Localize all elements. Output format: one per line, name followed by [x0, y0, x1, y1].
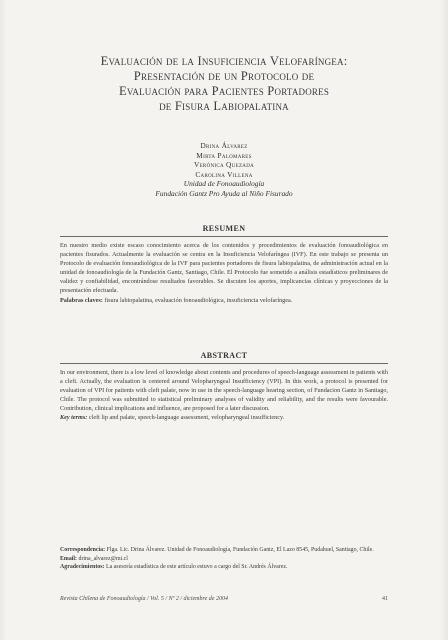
- palabras-claves-label: Palabras claves:: [60, 296, 103, 304]
- resumen-body: [60, 241, 388, 305]
- email-label: Email:: [60, 555, 78, 562]
- palabras-claves-text: fisura labiopalatina, evaluación fonoaudiológica, insuficiencia velofaríngea.: [104, 296, 293, 304]
- author-block: [60, 141, 388, 199]
- author-name: Drina Álvarez: [200, 141, 248, 150]
- abstract-rule: [60, 363, 388, 364]
- resumen-rule: [60, 236, 388, 237]
- author-name: Carolina Villena: [195, 169, 253, 179]
- journal-citation: Revista Chilena de Fonoaudiología / Vol. 5 / Nº 2 / diciembre de 2004: [60, 596, 228, 602]
- email-address[interactable]: drina_alvarez@mi.cl: [78, 555, 128, 562]
- acknowledgements-label: Agradecimientos:: [60, 564, 105, 571]
- resumen-text: En nuestro medio existe escaso conocimiento acerca de los contenidos y procedimientos de evaluación fonoaudiológica en pacientes fisurados. Actualmente la evaluación se centra en la Insuficiencia Velofaríngea (IVF). En este trabajo se presenta un Protocolo de evaluación fonoaudiológica de la IVF para pacientes portadores de fisura labiopalatina, de administración actual en la unidad de fonoaudiología de la Fundación Gantz, Santiago, Chile. El Protocolo fue sometido a análisis estadísticos preliminares de validez y confiabilidad, encontrándose resultados favorables. Se discuten los aportes, implicancias clínicas y proyecciones de la presentación efectuada.: [60, 242, 388, 295]
- acknowledgements-text: La asesoría estadística de este artículo estuvo a cargo del Sr. Andrés Álvarez.: [105, 564, 288, 571]
- correspondence-text: Flga. Lic. Drina Álvarez. Unidad de Fonoaudiología, Fundación Gantz, El Lazo 8545, Pudahuel, Santiago, Chile.: [106, 547, 374, 553]
- abstract-text: In our environment, there is a low level of knowledge about contents and procedures of speech-language assessment in patients with a cleft. Actually, the evaluation is centered around Velopharyngeal Insufficiency (VPI). In this work, a protocol is presented for evaluation of VPI for patients with cleft palate, now in use in the speech-language hearing section, of Fundacion Gantz in Santiago, Chile. The protocol was submitted to statistical preliminary analyses of validity and reliability, and the results were favourable. Contribution, clinical implications and influence, are proposed for a later discussion.: [60, 369, 388, 413]
- author-name: Mirta Palomares: [196, 150, 252, 160]
- affiliation-unit: Unidad de Fonoaudiología: [183, 179, 265, 189]
- resumen-heading: RESUMEN: [202, 224, 246, 233]
- correspondence-block: [60, 546, 388, 572]
- page-number: 41: [382, 596, 388, 602]
- key-terms-text: cleft lip and palate, speech-language assessment, velopharyngeal insufficiency.: [88, 414, 285, 422]
- affiliation-foundation: Fundación Gantz Pro Ayuda al Niño Fisurado: [155, 188, 293, 198]
- correspondence-label: Correspondencia:: [60, 547, 106, 553]
- title-line-4: de Fisura Labiopalatina: [159, 99, 289, 113]
- title-line-1: Evaluación de la Insuficiencia Velofaríngea:: [100, 54, 348, 68]
- author-name: Verónica Quezada: [193, 160, 255, 170]
- page-footer: [60, 596, 388, 602]
- key-terms-label: Key terms:: [60, 414, 88, 422]
- abstract-heading: ABSTRACT: [200, 351, 248, 360]
- abstract-body: [60, 368, 388, 423]
- title-line-2: Presentación de un Protocolo de: [133, 69, 315, 83]
- article-title: [40, 54, 408, 114]
- title-line-3: Evaluación para Pacientes Portadores: [118, 84, 330, 98]
